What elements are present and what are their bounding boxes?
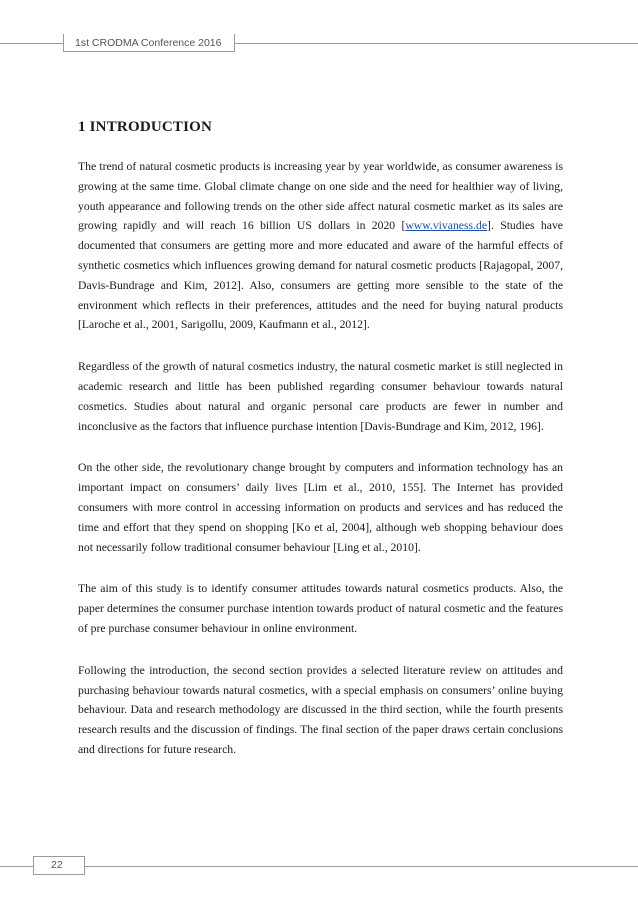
paragraph-4: The aim of this study is to identify consumer attitudes towards natural cosmetics products. Also, the paper determines the consumer purchase intention towards product of natural cosmetic and the features of pre purchase consumer behaviour in online environment.: [78, 582, 563, 635]
paragraph-1: [78, 157, 563, 335]
paragraph-3: On the other side, the revolutionary change brought by computers and information technology has an important impact on consumers’ daily lives [Lim et al., 2010, 155]. The Internet has provided consumers with more control in accessing information on products and services and has reduced the time and effort that they spend on shopping [Ko et al, 2004], although web shopping behaviour does not necessarily follow traditional consumer behaviour [Ling et al., 2010].: [78, 461, 563, 554]
footer-rule: [0, 866, 638, 867]
paragraph-1-text-a: The trend of natural cosmetic products is increasing year by year worldwide, as consumer awareness is growing at the same time. Global climate change on one side and the need for healthier way of living, youth appearance and following trends on the other side affect natural cosmetic market as its sales are growing rapidly and will reach 16 billion US dollars in 2020 [: [78, 160, 563, 233]
paragraph-5: Following the introduction, the second section provides a selected literature review on attitudes and purchasing behaviour towards natural cosmetics, with a special emphasis on consumers’ online buying behaviour. Data and research methodology are discussed in the third section, while the fourth presents research results and the discussion of findings. The final section of the paper draws certain conclusions and directions for future research.: [78, 663, 563, 756]
vivaness-link[interactable]: www.vivaness.de: [405, 219, 488, 233]
running-title: 1st CRODMA Conference 2016: [75, 37, 222, 49]
body-text: [78, 157, 563, 782]
paragraph-2: Regardless of the growth of natural cosmetics industry, the natural cosmetic market is still neglected in academic research and little has been published regarding consumer behaviour towards natural cosmetics. Studies about natural and organic personal care products are fewer in number and inconclusive as the factors that influence purchase intention [Davis-Bundrage and Kim, 2012, 196].: [78, 360, 563, 433]
section-heading: 1 INTRODUCTION: [78, 119, 213, 135]
paragraph-1-text-b: ]. Studies have documented that consumers are getting more and more educated and aware of the harmful effects of synthetic cosmetics which influences growing demand for natural cosmetic products [Rajagopal, 2007, Davis-Bundrage and Kim, 2012]. Also, consumers are getting more sensible to the state of the environment which reflects in their preferences, attitudes and the need for buying natural products [Laroche et al., 2001, Sarigollu, 2009, Kaufmann et al., 2012].: [78, 219, 563, 332]
page-number: 22: [51, 859, 63, 871]
